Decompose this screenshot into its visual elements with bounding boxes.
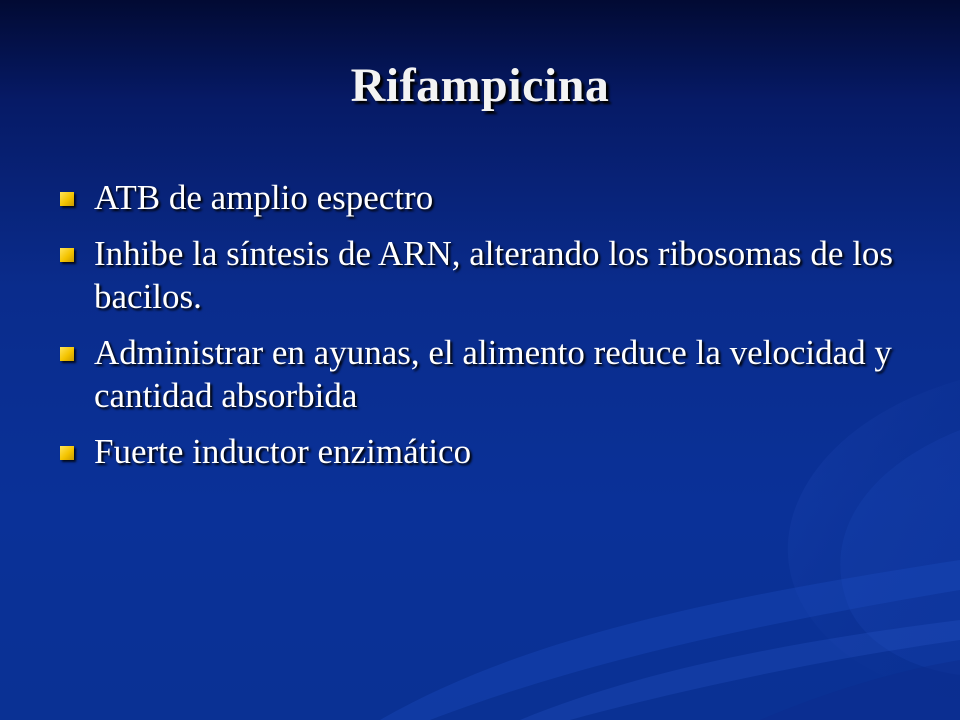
bullet-text: ATB de amplio espectro xyxy=(94,178,434,217)
bullet-list xyxy=(58,176,918,486)
bullet-square-icon xyxy=(60,446,74,460)
bullet-square-icon xyxy=(60,192,74,206)
bullet-square-icon xyxy=(60,248,74,262)
bullet-square-icon xyxy=(60,347,74,361)
bullet-item xyxy=(58,430,918,473)
bullet-text: Fuerte inductor enzimático xyxy=(94,432,472,471)
bullet-text: Administrar en ayunas, el alimento reduce la velocidad y cantidad absorbida xyxy=(94,333,892,415)
bullet-item xyxy=(58,232,918,318)
slide-title: Rifampicina xyxy=(350,59,610,112)
bullet-text: Inhibe la síntesis de ARN, alterando los ribosomas de los bacilos. xyxy=(94,234,894,316)
bullet-item xyxy=(58,176,918,219)
bullet-item xyxy=(58,331,918,417)
